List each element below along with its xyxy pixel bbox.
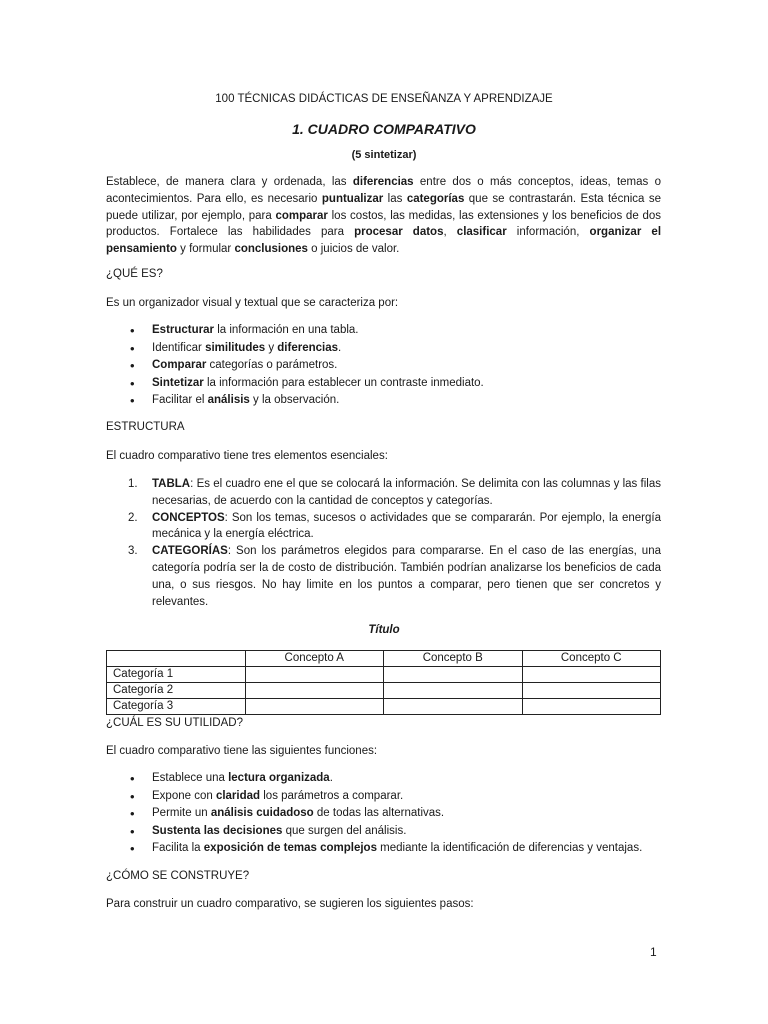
row-label: Categoría 3	[107, 699, 246, 715]
utilidad-lead: El cuadro comparativo tiene las siguientes funciones:	[106, 745, 378, 757]
table-header-cell: Concepto B	[384, 651, 523, 667]
list-item: • Estructurar la información en una tabla.	[106, 322, 662, 340]
list-item: • Establece una lectura organizada.	[106, 770, 662, 788]
table-cell	[384, 699, 523, 715]
list-item: 3. CATEGORÍAS: Son los parámetros elegidos para compararse. En el caso de las energías, una categoría podría ser la de costo de distribución. También podrían analizarse los beneficios de cada una, o sus riesgos. No hay limite en los puntos a comparar, pero tienen que ser concretos y relevantes.	[128, 545, 661, 608]
table-row	[107, 667, 661, 683]
table-header-cell: Concepto C	[522, 651, 661, 667]
construye-lead: Para construir un cuadro comparativo, se sugieren los siguientes pasos:	[106, 898, 474, 910]
table-row	[107, 683, 661, 699]
utilidad-list	[106, 770, 662, 858]
list-item: 1. TABLA: Es el cuadro ene el que se colocará la información. Se delimita con las columnas y las filas necesarias, de acuerdo con la cantidad de conceptos y categorías.	[128, 478, 661, 507]
table-cell	[384, 683, 523, 699]
intro-paragraph: Establece, de manera clara y ordenada, las diferencias entre dos o más conceptos, ideas, temas o acontecimientos. Para ello, es necesario puntualizar las categorías que se contrastarán. Esta técnica se puede utilizar, por ejemplo, para comparar los costos, las medidas, las extensiones y los beneficios de dos productos. Fortalece las habilidades para procesar datos, clasificar información, organizar el pensamiento y formular conclusiones o juicios de valor.	[106, 176, 662, 256]
table-header-cell: Concepto A	[245, 651, 384, 667]
table-header-cell	[107, 651, 246, 667]
table-cell	[245, 667, 384, 683]
document-header: 100 TÉCNICAS DIDÁCTICAS DE ENSEÑANZA Y APRENDIZAJE	[215, 93, 553, 105]
section-title: 1. CUADRO COMPARATIVO	[292, 121, 476, 137]
list-item: • Sustenta las decisiones que surgen del análisis.	[106, 823, 662, 841]
table-cell	[245, 683, 384, 699]
estructura-list	[106, 476, 661, 610]
table-cell	[384, 667, 523, 683]
row-label: Categoría 2	[107, 683, 246, 699]
comparison-table	[106, 650, 661, 715]
que-es-lead: Es un organizador visual y textual que se caracteriza por:	[106, 297, 399, 309]
list-item: • Expone con claridad los parámetros a comparar.	[106, 788, 662, 806]
list-item: • Sintetizar la información para establecer un contraste inmediato.	[106, 375, 662, 393]
table-cell	[522, 699, 661, 715]
estructura-lead: El cuadro comparativo tiene tres elementos esenciales:	[106, 450, 388, 462]
row-label: Categoría 1	[107, 667, 246, 683]
table-header-row	[107, 651, 661, 667]
table-title: Título	[368, 624, 400, 636]
table-row	[107, 699, 661, 715]
list-item: • Comparar categorías o parámetros.	[106, 357, 662, 375]
list-item: 2. CONCEPTOS: Son los temas, sucesos o actividades que se compararán. Por ejemplo, la energía mecánica y la energía eléctrica.	[128, 511, 661, 541]
section-subtitle: (5 sintetizar)	[351, 149, 417, 161]
page-number: 1	[650, 945, 657, 959]
list-item: • Facilitar el análisis y la observación.	[106, 392, 662, 410]
construye-heading: ¿CÓMO SE CONSTRUYE?	[106, 870, 250, 882]
estructura-heading: ESTRUCTURA	[106, 421, 185, 433]
table-cell	[522, 667, 661, 683]
table-cell	[245, 699, 384, 715]
utilidad-heading: ¿CUÁL ES SU UTILIDAD?	[106, 717, 243, 729]
list-item: • Facilita la exposición de temas complejos mediante la identificación de diferencias y ventajas.	[106, 840, 662, 858]
que-es-heading: ¿QUÉ ES?	[106, 268, 163, 280]
list-item: • Identificar similitudes y diferencias.	[106, 340, 662, 358]
table-cell	[522, 683, 661, 699]
list-item: • Permite un análisis cuidadoso de todas las alternativas.	[106, 805, 662, 823]
que-es-list	[106, 322, 662, 410]
